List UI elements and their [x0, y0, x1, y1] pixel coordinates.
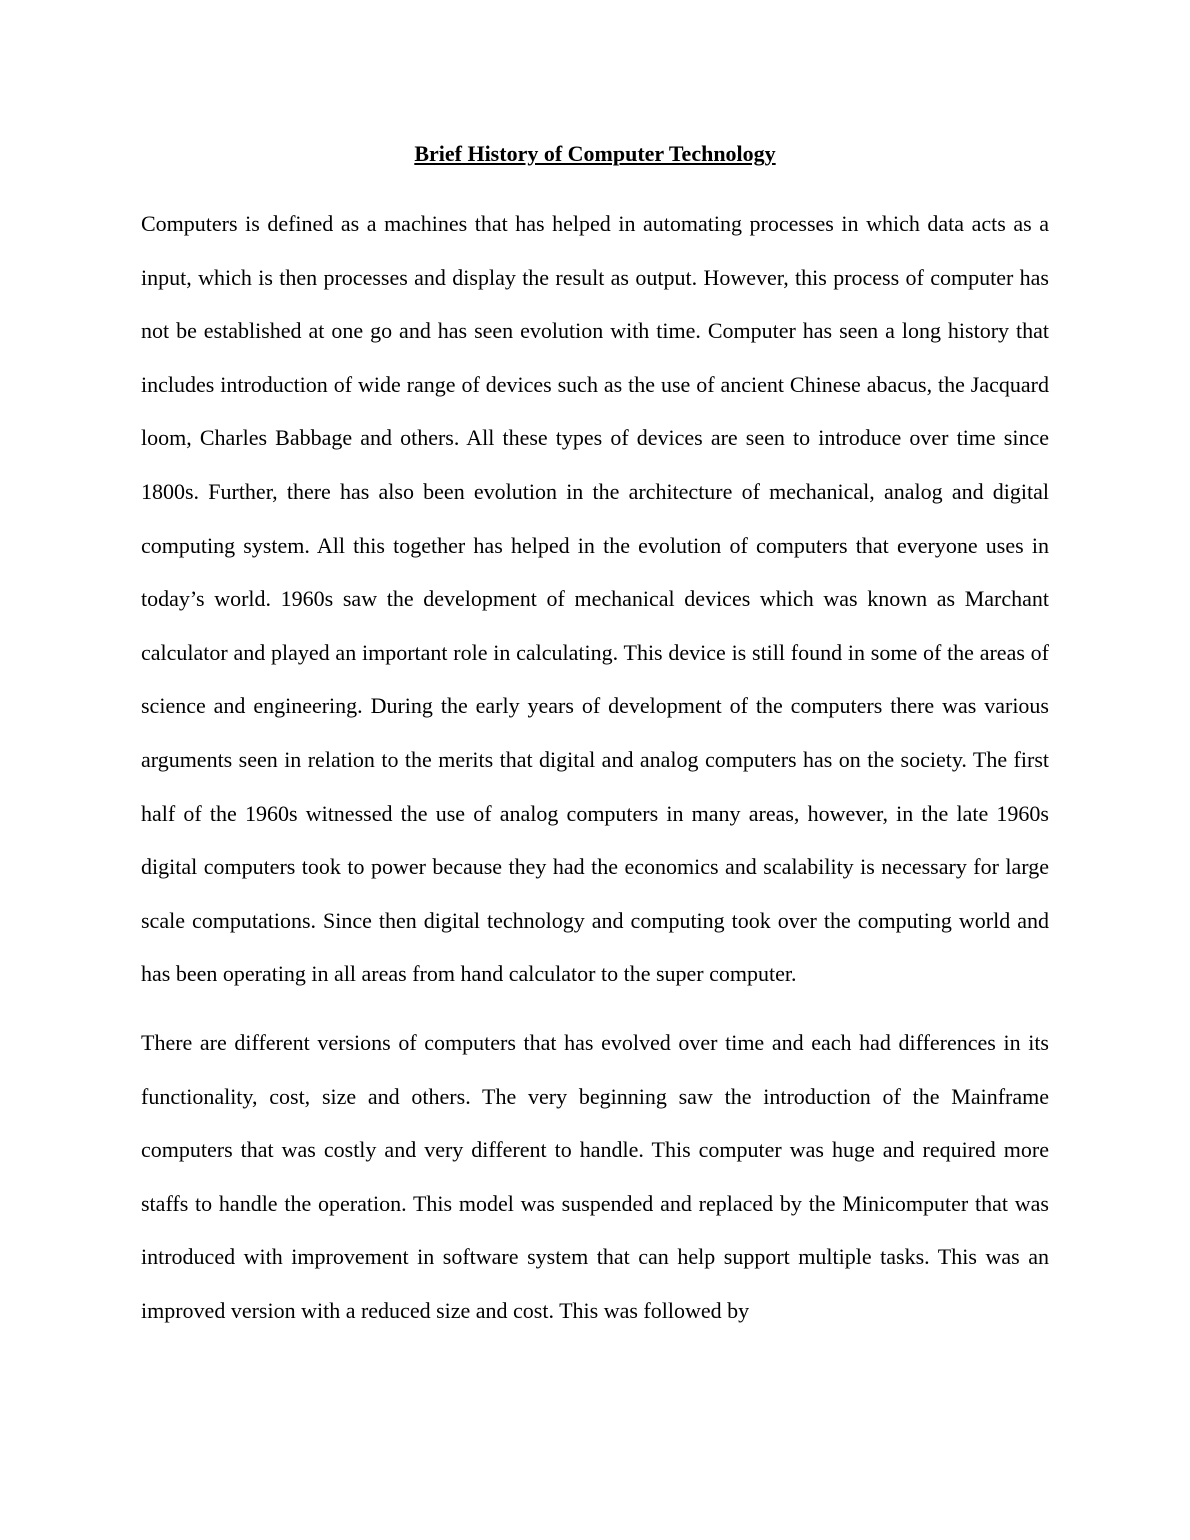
document-title: Brief History of Computer Technology — [414, 141, 776, 166]
document-body — [141, 138, 1049, 1337]
body-paragraph-2: There are different versions of computers that has evolved over time and each had differences in its functionality, cost, size and others. The very beginning saw the introduction of the Mainframe computers that was costly and very different to handle. This computer was huge and required more staffs to handle the operation. This model was suspended and replaced by the Minicomputer that was introduced with improvement in software system that can help support multiple tasks. This was an improved version with a reduced size and cost. This was followed by — [141, 1029, 1049, 1323]
body-paragraph-1: Computers is defined as a machines that has helped in automating processes in which data acts as a input, which is then processes and display the result as output. However, this process of computer has not be established at one go and has seen evolution with time. Computer has seen a long history that includes introduction of wide range of devices such as the use of ancient Chinese abacus, the Jacquard loom, Charles Babbage and others. All these types of devices are seen to introduce over time since 1800s. Further, there has also been evolution in the architecture of mechanical, analog and digital computing system. All this together has helped in the evolution of computers that everyone uses in today’s world. 1960s saw the development of mechanical devices which was known as Marchant calculator and played an important role in calculating. This device is still found in some of the areas of science and engineering. During the early years of development of the computers there was various arguments seen in relation to the merits that digital and analog computers has on the society. The first half of the 1960s witnessed the use of analog computers in many areas, however, in the late 1960s digital computers took to power because they had the economics and scalability is necessary for large scale computations. Since then digital technology and computing took over the computing world and has been operating in all areas from hand calculator to the super computer. — [141, 211, 1049, 987]
